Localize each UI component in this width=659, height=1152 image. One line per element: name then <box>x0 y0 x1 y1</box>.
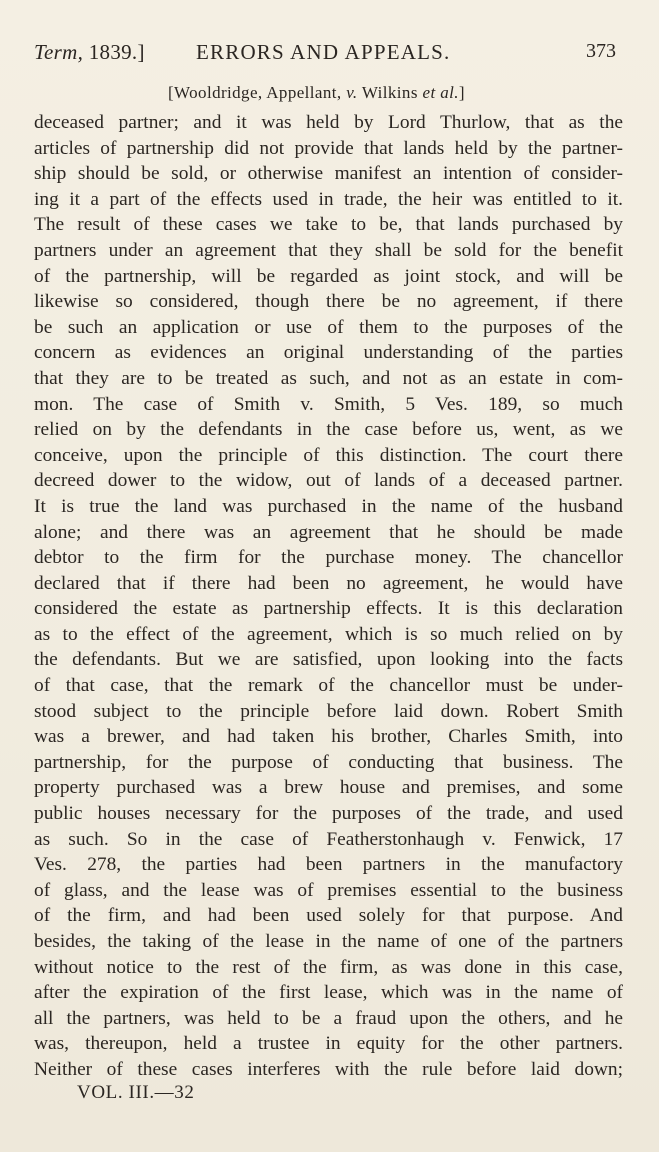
text-line: The result of these cases we take to be, that lands purchased by <box>34 214 623 236</box>
text-line: likewise so considered, though there be no agreement, if there <box>34 291 623 313</box>
text-line: property purchased was a brew house and premises, and some <box>34 777 623 799</box>
text-line: considered the estate as partnership effects. It is this declaration <box>34 598 623 620</box>
text-line: concern as evidences an original understanding of the parties <box>34 342 623 364</box>
text-line: of glass, and the lease was of premises essential to the business <box>34 879 623 901</box>
text-line: was, thereupon, held a trustee in equity for the other partners. <box>34 1033 623 1055</box>
text-line: was a brewer, and had taken his brother, Charles Smith, into <box>34 726 623 748</box>
text-line: as to the effect of the agreement, which is so much relied on by <box>34 623 623 645</box>
text-line: after the expiration of the first lease, which was in the name of <box>34 982 623 1004</box>
text-line: be such an application or use of them to the purposes of the <box>34 316 623 338</box>
case-caption-prefix: [Wooldridge, Appellant, <box>168 83 347 102</box>
case-caption-suffix: ] <box>458 83 465 102</box>
text-line: of the firm, and had been used solely for that purpose. And <box>34 905 623 927</box>
text-line: of that case, that the remark of the chancellor must be under- <box>34 675 623 697</box>
text-line: partnership, for the purpose of conducting that business. The <box>34 751 623 773</box>
running-header <box>34 40 624 70</box>
case-caption-versus: v. <box>346 83 358 102</box>
text-line: of the partnership, will be regarded as joint stock, and will be <box>34 265 623 287</box>
text-line: ship should be sold, or otherwise manifest an intention of consider- <box>34 163 623 185</box>
text-line: that they are to be treated as such, and not as an estate in com- <box>34 367 623 389</box>
text-line: It is true the land was purchased in the name of the husband <box>34 495 623 517</box>
text-line: relied on by the defendants in the case before us, went, as we <box>34 419 623 441</box>
page-number: 373 <box>586 40 616 62</box>
text-line: stood subject to the principle before laid down. Robert Smith <box>34 700 623 722</box>
text-line: partners under an agreement that they shall be sold for the benefit <box>34 239 623 261</box>
text-line: Ves. 278, the parties had been partners in the manufactory <box>34 854 623 876</box>
text-line: public houses necessary for the purposes of the trade, and used <box>34 803 623 825</box>
body-text <box>34 110 623 1083</box>
text-line: the defendants. But we are satisfied, upon looking into the facts <box>34 649 623 671</box>
case-caption-middle: Wilkins <box>357 83 423 102</box>
header-title: ERRORS AND APPEALS. <box>196 40 451 64</box>
text-line: ing it a part of the effects used in trade, the heir was entitled to it. <box>34 188 623 210</box>
text-line: articles of partnership did not provide that lands held by the partner- <box>34 137 623 159</box>
text-line: mon. The case of Smith v. Smith, 5 Ves. 189, so much <box>34 393 623 415</box>
text-line: deceased partner; and it was held by Lord Thurlow, that as the <box>34 112 623 133</box>
header-year: 1839.] <box>83 40 145 64</box>
case-caption-etal: et al. <box>422 83 459 102</box>
text-line: decreed dower to the widow, out of lands of a deceased partner. <box>34 470 623 492</box>
signature-mark: VOL. III.—32 <box>77 1082 195 1103</box>
header-term-word: Term, <box>34 40 84 64</box>
text-line: all the partners, was held to be a fraud upon the others, and he <box>34 1007 623 1029</box>
text-line: without notice to the rest of the firm, as was done in this case, <box>34 956 623 978</box>
text-line: alone; and there was an agreement that he should be made <box>34 521 623 543</box>
text-line: debtor to the firm for the purchase money. The chancellor <box>34 547 623 569</box>
text-line: besides, the taking of the lease in the name of one of the partners <box>34 931 623 952</box>
text-line: conceive, upon the principle of this distinction. The court there <box>34 444 623 466</box>
header-term <box>34 40 145 65</box>
text-line: as such. So in the case of Featherstonhaugh v. Fenwick, 17 <box>34 828 623 850</box>
text-line: Neither of these cases interferes with the rule before laid down; <box>34 1058 623 1080</box>
case-caption <box>168 83 465 103</box>
text-line: declared that if there had been no agreement, he would have <box>34 572 623 594</box>
